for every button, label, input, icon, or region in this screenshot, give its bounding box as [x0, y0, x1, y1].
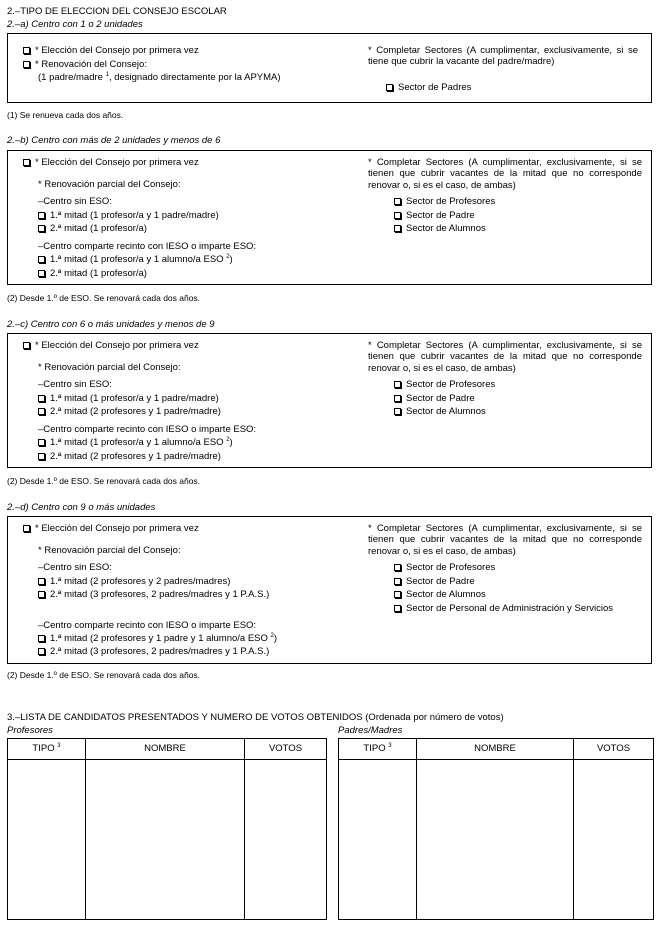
checkbox[interactable]: [38, 212, 45, 219]
checkbox[interactable]: [38, 270, 45, 277]
option-sector-alumnos[interactable]: Sector de Alumnos: [394, 223, 486, 234]
checkbox[interactable]: [394, 198, 401, 205]
checkbox[interactable]: [23, 61, 30, 68]
option-sector-profesores[interactable]: Sector de Profesores: [394, 562, 495, 573]
option-sin-eso-1a-mitad[interactable]: 1.ª mitad (1 profesor/a y 1 padre/madre): [38, 210, 219, 221]
checkbox[interactable]: [394, 212, 401, 219]
padres-madres-label: Padres/Madres: [338, 725, 403, 736]
option-sector-padre[interactable]: Sector de Padre: [394, 393, 475, 404]
section-2d-heading: 2.–d) Centro con 9 o más unidades: [7, 502, 156, 513]
option-sector-profesores[interactable]: Sector de Profesores: [394, 379, 495, 390]
renovacion-parcial-label: * Renovación parcial del Consejo:: [38, 179, 181, 190]
option-sin-eso-2a-mitad[interactable]: 2.ª mitad (1 profesor/a): [38, 223, 147, 234]
centro-comparte-label: –Centro comparte recinto con IESO o imparte ESO:: [38, 424, 257, 435]
checkbox[interactable]: [23, 47, 30, 54]
checkbox[interactable]: [38, 453, 45, 460]
checkbox[interactable]: [394, 605, 401, 612]
padres-madres-table: [338, 738, 654, 920]
checkbox[interactable]: [38, 591, 45, 598]
checkbox[interactable]: [38, 648, 45, 655]
centro-sin-eso-label: –Centro sin ESO:: [38, 379, 112, 390]
section-2-title: 2.–TIPO DE ELECCION DEL CONSEJO ESCOLAR: [7, 6, 227, 17]
section-2a-heading: 2.–a) Centro con 1 o 2 unidades: [7, 19, 143, 30]
checkbox[interactable]: [23, 342, 30, 349]
renovacion-parcial-label: * Renovación parcial del Consejo:: [38, 545, 181, 556]
table-cell[interactable]: [8, 760, 86, 920]
checkbox[interactable]: [38, 439, 45, 446]
completar-sectores-text: * Completar Sectores (A cumplimentar, exclusivamente, si se tiene que cubrir la vacante del padre/madre): [368, 45, 638, 68]
checkbox[interactable]: [38, 256, 45, 263]
renovacion-detail: (1 padre/madre $^1$, designado directamente por la APYMA): [38, 72, 281, 83]
option-sin-eso-1a-mitad[interactable]: 1.ª mitad (1 profesor/a y 1 padre/madre): [38, 393, 219, 404]
footnote-1: (1) Se renueva cada dos años.: [7, 110, 124, 120]
option-eleccion-primera-vez[interactable]: * Elección del Consejo por primera vez: [23, 340, 199, 351]
table-cell[interactable]: [574, 760, 654, 920]
checkbox[interactable]: [386, 84, 393, 91]
completar-sectores-text: * Completar Sectores (A cumplimentar, exclusivamente, si se tienen que cubrir vacantes de la mitad que no corresponde renovar o, si es el caso, de ambas): [368, 157, 642, 191]
checkbox[interactable]: [394, 408, 401, 415]
option-sector-padres[interactable]: Sector de Padres: [386, 82, 471, 93]
section-2b-box: [7, 150, 652, 285]
renovacion-parcial-label: * Renovación parcial del Consejo:: [38, 362, 181, 373]
checkbox[interactable]: [394, 578, 401, 585]
section-2d-box: [7, 516, 652, 664]
option-sector-padre[interactable]: Sector de Padre: [394, 210, 475, 221]
footnote-2: (2) Desde 1.º de ESO. Se renovará cada dos años.: [7, 293, 201, 303]
option-sector-pas[interactable]: Sector de Personal de Administración y Servicios: [394, 603, 613, 614]
col-tipo: TIPO $^3$: [339, 739, 417, 760]
option-renovacion[interactable]: * Renovación del Consejo:: [23, 59, 147, 70]
checkbox[interactable]: [38, 578, 45, 585]
completar-sectores-text: * Completar Sectores (A cumplimentar, exclusivamente, si se tienen que cubrir vacantes de la mitad que no corresponde renovar o, si es el caso, de ambas): [368, 340, 642, 374]
centro-sin-eso-label: –Centro sin ESO:: [38, 196, 112, 207]
profesores-label: Profesores: [7, 725, 53, 736]
option-eso-1a-mitad[interactable]: 1.ª mitad (2 profesores y 1 padre y 1 alumno/a ESO $^2$): [38, 633, 277, 644]
option-sin-eso-2a-mitad[interactable]: 2.ª mitad (2 profesores y 1 padre/madre): [38, 406, 221, 417]
section-2b-heading: 2.–b) Centro con más de 2 unidades y menos de 6: [7, 135, 221, 146]
checkbox[interactable]: [394, 564, 401, 571]
option-eleccion-primera-vez[interactable]: * Elección del Consejo por primera vez: [23, 45, 199, 56]
centro-sin-eso-label: –Centro sin ESO:: [38, 562, 112, 573]
footnote-2: (2) Desde 1.º de ESO. Se renovará cada dos años.: [7, 670, 201, 680]
col-nombre: NOMBRE: [417, 739, 574, 760]
option-eleccion-primera-vez[interactable]: * Elección del Consejo por primera vez: [23, 523, 199, 534]
option-sector-alumnos[interactable]: Sector de Alumnos: [394, 589, 486, 600]
option-eso-1a-mitad[interactable]: 1.ª mitad (1 profesor/a y 1 alumno/a ESO $^2$): [38, 254, 233, 265]
table-cell[interactable]: [86, 760, 245, 920]
checkbox[interactable]: [23, 525, 30, 532]
centro-comparte-label: –Centro comparte recinto con IESO o imparte ESO:: [38, 620, 257, 631]
option-eso-2a-mitad[interactable]: 2.ª mitad (3 profesores, 2 padres/madres y 1 P.A.S.): [38, 646, 269, 657]
option-sin-eso-1a-mitad[interactable]: 1.ª mitad (2 profesores y 2 padres/madres): [38, 576, 230, 587]
option-eso-1a-mitad[interactable]: 1.ª mitad (1 profesor/a y 1 alumno/a ESO $^2$): [38, 437, 233, 448]
checkbox[interactable]: [394, 395, 401, 402]
checkbox[interactable]: [38, 635, 45, 642]
table-cell[interactable]: [245, 760, 327, 920]
checkbox[interactable]: [38, 225, 45, 232]
option-eso-2a-mitad[interactable]: 2.ª mitad (1 profesor/a): [38, 268, 147, 279]
checkbox[interactable]: [394, 225, 401, 232]
checkbox[interactable]: [38, 408, 45, 415]
col-tipo: TIPO $^3$: [8, 739, 86, 760]
section-2a-box: [7, 33, 652, 103]
footnote-2: (2) Desde 1.º de ESO. Se renovará cada dos años.: [7, 476, 201, 486]
completar-sectores-text: * Completar Sectores (A cumplimentar, exclusivamente, si se tienen que cubrir vacantes de la mitad que no corresponde renovar o, si es el caso, de ambas): [368, 523, 642, 557]
option-sin-eso-2a-mitad[interactable]: 2.ª mitad (3 profesores, 2 padres/madres y 1 P.A.S.): [38, 589, 269, 600]
checkbox[interactable]: [23, 159, 30, 166]
section-3-title: 3.–LISTA DE CANDIDATOS PRESENTADOS Y NUMERO DE VOTOS OBTENIDOS (Ordenada por número de votos): [7, 712, 504, 723]
checkbox[interactable]: [38, 395, 45, 402]
option-sector-profesores[interactable]: Sector de Profesores: [394, 196, 495, 207]
table-cell[interactable]: [339, 760, 417, 920]
col-votos: VOTOS: [574, 739, 654, 760]
table-cell[interactable]: [417, 760, 574, 920]
col-votos: VOTOS: [245, 739, 327, 760]
option-sector-alumnos[interactable]: Sector de Alumnos: [394, 406, 486, 417]
profesores-table: [7, 738, 327, 920]
centro-comparte-label: –Centro comparte recinto con IESO o imparte ESO:: [38, 241, 257, 252]
option-eleccion-primera-vez[interactable]: * Elección del Consejo por primera vez: [23, 157, 199, 168]
option-sector-padre[interactable]: Sector de Padre: [394, 576, 475, 587]
checkbox[interactable]: [394, 591, 401, 598]
col-nombre: NOMBRE: [86, 739, 245, 760]
section-2c-heading: 2.–c) Centro con 6 o más unidades y menos de 9: [7, 319, 215, 330]
option-eso-2a-mitad[interactable]: 2.ª mitad (2 profesores y 1 padre/madre): [38, 451, 221, 462]
section-2c-box: [7, 333, 652, 468]
checkbox[interactable]: [394, 381, 401, 388]
